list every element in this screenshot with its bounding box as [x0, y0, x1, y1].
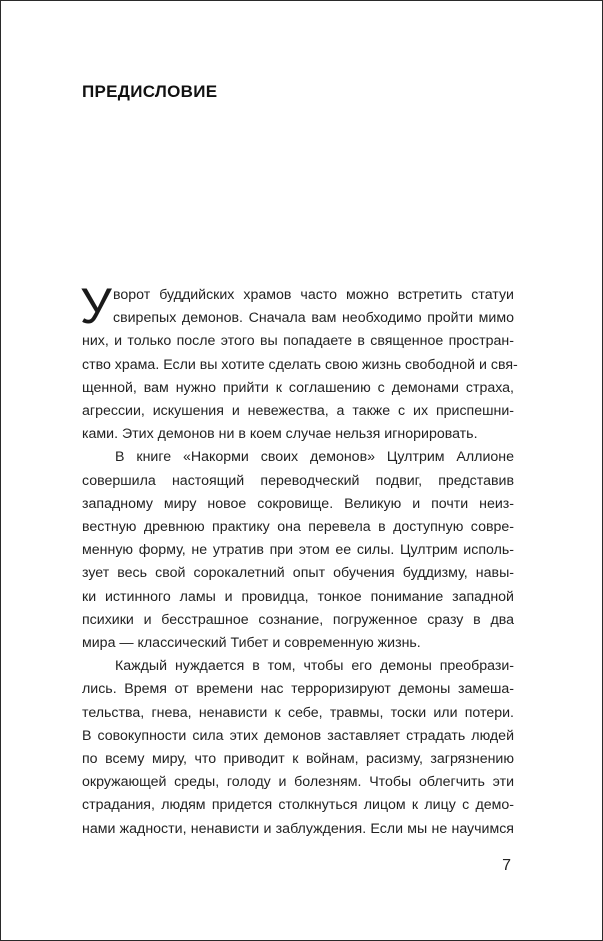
paragraph-line: нами жадности, ненависти и заблуждения. Если мы не научимся [82, 820, 514, 837]
chapter-heading: ПРЕДИСЛОВИЕ [82, 82, 218, 101]
paragraph-line: страдания, людям придется столкнуться лицом к лицу с демо- [82, 797, 514, 814]
paragraph-line: вестную древнюю практику она перевела в доступную совре- [82, 519, 514, 536]
paragraph-line: В совокупности сила этих демонов заставляет страдать людей [82, 727, 514, 744]
paragraph-2 [82, 446, 514, 655]
drop-cap: У [80, 278, 112, 334]
paragraph-1 [80, 278, 518, 446]
paragraph-line: тельства, гнева, ненависти к себе, травмы, тоски или потери. [82, 704, 514, 721]
paragraph-3 [82, 655, 514, 841]
paragraph-line: щенной, вам нужно прийти к соглашению с демонами страха, [82, 379, 514, 396]
page-number: 7 [502, 857, 511, 874]
paragraph-line: В книге «Накорми своих демонов» Цултрим Аллионе [115, 449, 514, 466]
paragraph-line: западному миру новое сокровище. Великую и почти неиз- [82, 495, 514, 512]
paragraph-line: них, и только после этого вы попадаете в священное простран- [82, 333, 514, 350]
paragraph-line: У ворот буддийских храмов часто можно встретить статуи [80, 278, 514, 334]
paragraph-line: психики и бесстрашное сознание, погруженное сразу в два [82, 611, 514, 628]
paragraph-line: мира — классический Тибет и современную жизнь. [82, 635, 421, 652]
paragraph-line: совершила настоящий переводческий подвиг, представив [82, 472, 514, 489]
paragraph-line: ками. Этих демонов ни в коем случае нельзя игнорировать. [82, 426, 478, 443]
paragraph-line: окружающей среды, голоду и болезням. Чтобы облегчить эти [82, 774, 514, 791]
paragraph-line: Каждый нуждается в том, чтобы его демоны преобрази- [115, 658, 514, 675]
paragraph-line: по всему миру, что приводит к войнам, расизму, загрязнению [82, 751, 514, 768]
paragraph-line: зует весь свой сорокалетний опыт обучения буддизму, навы- [82, 565, 514, 582]
paragraph-line: лись. Время от времени нас терроризируют демоны замеша- [82, 681, 514, 698]
paragraph-line: менную форму, не утратив при этом ее силы. Цултрим исполь- [82, 542, 514, 559]
paragraph-line: ки истинного ламы и провидца, тонкое понимание западной [82, 588, 514, 605]
paragraph-line: свирепых демонов. Сначала вам необходимо пройти мимо [113, 310, 514, 327]
paragraph-line: ство храма. Если вы хотите сделать свою жизнь свободной и свя- [82, 356, 518, 373]
paragraph-line: агрессии, искушения и невежества, а также с их приспешни- [82, 403, 514, 420]
body-text [80, 278, 518, 841]
